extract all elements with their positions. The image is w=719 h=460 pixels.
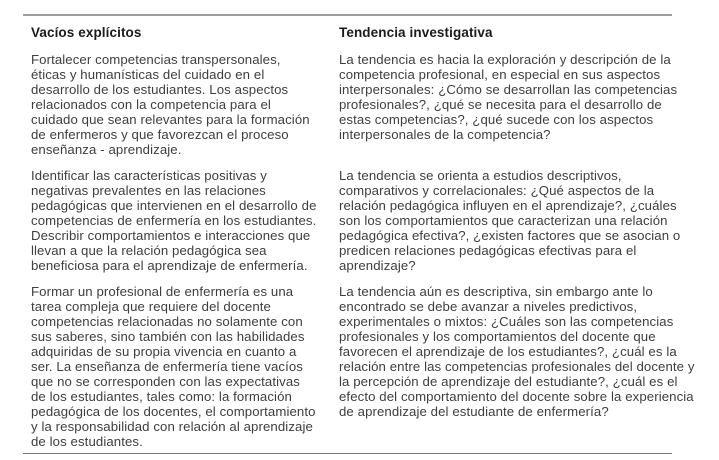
cell-vacios-row-2: Identificar las características positivas y negativas prevalentes en las relaciones pedagógicas que intervienen en el desarrollo de competencias de enfermería en los estudiantes. Describir comportamientos e interacciones que llevan a que la relación pedagógica sea beneficiosa para el aprendizaje de enfermería. [31, 168, 317, 273]
table-grid [23, 25, 719, 449]
cell-tendencia-row-3: La tendencia aún es descriptiva, sin embargo ante lo encontrado se debe avanzar a niveles predictivos, experimentales o mixtos: ¿Cuáles son las competencias profesionales y los comportamientos del docente que favorecen el aprendizaje de los estudiantes?, ¿cuál es la relación entre las competencias profesionales del docente y la percepción de aprendizaje del estudiante?, ¿cuál es el efecto del comportamiento del docente sobre la experiencia de aprendizaje del estudiante de enfermería? [339, 284, 695, 419]
cell-tendencia-row-1: La tendencia es hacia la exploración y descripción de la competencia profesional, en especial en sus aspectos interpersonales: ¿Cómo se desarrollan las competencias profesionales?, ¿qué se necesita para el desarrollo de estas competencias?, ¿qué sucede con los aspectos interpersonales de la competencia? [339, 52, 678, 142]
cell-vacios-row-3: Formar un profesional de enfermería es una tarea compleja que requiere del docente competencias relacionadas no solamente con sus saberes, sino también con las habilidades adquiridas de su propia vivencia en cuanto a ser. La enseñanza de enfermería tiene vacíos que no se corresponden con las expectativas de los estudiantes, tales como: la formación pedagógica de los docentes, el comportamiento y la responsabilidad con relación al aprendizaje de los estudiantes. [31, 284, 316, 449]
column-header-tendencia-investigativa: Tendencia investigativa [339, 25, 493, 40]
table-bottom-rule [23, 453, 672, 454]
cell-vacios-row-1: Fortalecer competencias transpersonales, éticas y humanísticas del cuidado en el desarrollo de los estudiantes. Los aspectos relacionados con la competencia para el cuidado que sean relevantes para la formación de enfermeros y que favorezcan el proceso enseñanza - aprendizaje. [31, 52, 310, 157]
cell-tendencia-row-2: La tendencia se orienta a estudios descriptivos, comparativos y correlacionales: ¿Qué aspectos de la relación pedagógica influyen en el aprendizaje?, ¿cuáles son los comportamientos que caracterizan una relación pedagógica efectiva?, ¿existen factores que se asocian o predicen relaciones pedagógicas efectivas para el aprendizaje? [339, 168, 681, 273]
column-header-vacios-explicitos: Vacíos explícitos [31, 25, 142, 40]
table-top-rule [23, 14, 672, 16]
